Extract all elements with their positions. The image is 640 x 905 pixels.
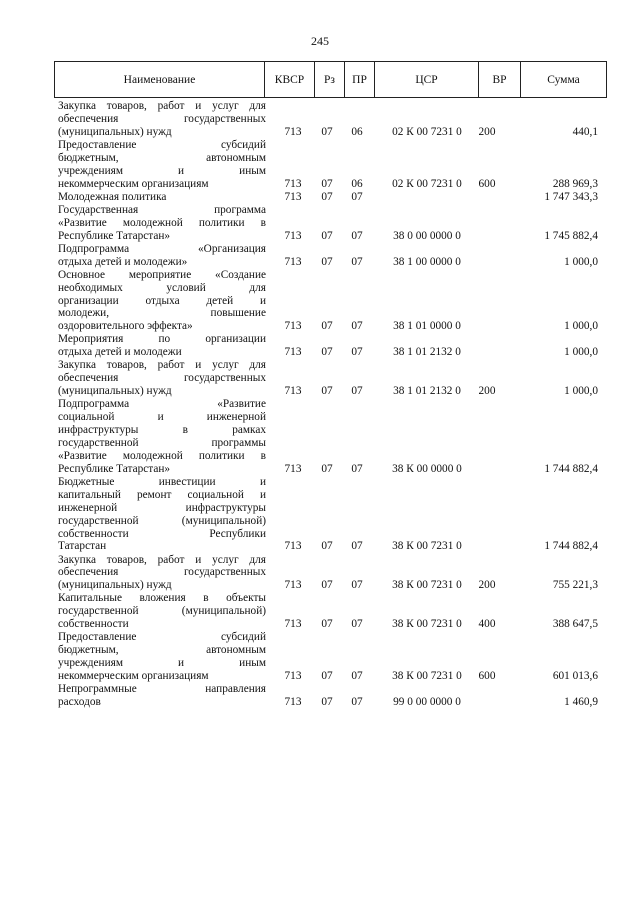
rz-cell: 07 (321, 618, 333, 631)
rz-cell: 07 (321, 579, 333, 592)
row-name-line: (муниципальных) нужд (58, 385, 172, 398)
row-name-line: учреждениям и иным (58, 657, 266, 670)
rz-cell: 07 (321, 346, 333, 359)
row-name-line: отдыха детей и молодежи (58, 346, 182, 359)
kvsr-cell: 713 (284, 540, 302, 553)
row-name (58, 476, 266, 553)
kvsr-cell: 713 (284, 177, 302, 190)
row-name-line: обеспечения государственных (58, 372, 266, 385)
rz-cell: 07 (321, 190, 333, 203)
row-name-line: социальной и инженерной (58, 411, 266, 424)
table-row (54, 243, 606, 269)
header-vr: ВР (479, 62, 521, 98)
row-name-line: Предоставление субсидий (58, 631, 266, 644)
row-name-line: государственной (муниципальной) (58, 514, 266, 527)
table-row (54, 100, 606, 139)
row-name-line: обеспечения государственных (58, 112, 266, 125)
row-name-line: инфраструктуры в рамках (58, 424, 266, 437)
row-name-line: инженерной инфраструктуры (58, 501, 266, 514)
sum-cell: 1 000,0 (564, 385, 598, 398)
pr-cell: 07 (351, 385, 363, 398)
row-name-line: Государственная программа (58, 203, 266, 216)
row-name-line: необходимых условий для (58, 281, 266, 294)
kvsr-cell: 713 (284, 346, 302, 359)
row-name (58, 243, 266, 269)
csr-cell: 38 1 00 0000 0 (393, 255, 461, 268)
csr-cell: 38 К 00 7231 0 (392, 618, 462, 631)
header-kvsr: КВСР (265, 62, 315, 98)
rz-cell: 07 (321, 255, 333, 268)
pr-cell: 07 (351, 255, 363, 268)
row-name-line: Мероприятия по организации (58, 333, 266, 346)
table-row (54, 204, 606, 243)
row-name (58, 139, 266, 191)
table-row (54, 592, 606, 631)
sum-cell: 1 000,0 (564, 346, 598, 359)
sum-cell: 388 647,5 (552, 618, 598, 631)
pr-cell: 07 (351, 669, 363, 682)
row-name-line: обеспечения государственных (58, 566, 266, 579)
table-row (54, 269, 606, 334)
pr-cell: 07 (351, 618, 363, 631)
row-name-line: Подпрограмма «Организация (58, 242, 266, 255)
row-name-line: Татарстан (58, 540, 107, 553)
row-name-line: учреждениям и иным (58, 164, 266, 177)
row-name (58, 631, 266, 683)
vr-cell: 200 (478, 579, 496, 592)
row-name-line: Молодежная политика (58, 190, 167, 203)
row-name (58, 333, 266, 359)
row-name-line: собственности Республики (58, 527, 266, 540)
pr-cell: 06 (351, 125, 363, 138)
row-name (58, 592, 266, 631)
table-row (54, 683, 606, 709)
vr-cell: 600 (478, 669, 496, 682)
row-name-line: Капитальные вложения в объекты (58, 592, 266, 605)
row-name-line: Республике Татарстан» (58, 229, 171, 242)
page-number: 245 (311, 34, 329, 48)
row-name-line: организации отдыха детей и (58, 294, 266, 307)
csr-cell: 38 1 01 0000 0 (393, 320, 461, 333)
rz-cell: 07 (321, 385, 333, 398)
pr-cell: 07 (351, 695, 363, 708)
csr-cell: 38 К 00 7231 0 (392, 669, 462, 682)
vr-cell: 200 (478, 385, 496, 398)
row-name (58, 204, 266, 243)
table-row (54, 191, 606, 204)
csr-cell: 02 К 00 7231 0 (392, 177, 462, 190)
row-name-line: «Развитие молодежной политики в (58, 449, 266, 462)
csr-cell: 02 К 00 7231 0 (392, 125, 462, 138)
pr-cell: 06 (351, 177, 363, 190)
row-name-line: государственной (муниципальной) (58, 605, 266, 618)
table-row (54, 139, 606, 191)
csr-cell: 38 0 00 0000 0 (393, 229, 461, 242)
row-name-line: отдыха детей и молодежи» (58, 255, 188, 268)
header-sum: Сумма (521, 62, 607, 98)
row-name-line: собственности (58, 618, 129, 631)
sum-cell: 1 744 882,4 (544, 540, 598, 553)
sum-cell: 440,1 (572, 125, 598, 138)
pr-cell: 07 (351, 229, 363, 242)
kvsr-cell: 713 (284, 669, 302, 682)
table-row (54, 554, 606, 593)
kvsr-cell: 713 (284, 320, 302, 333)
row-name-line: (муниципальных) нужд (58, 125, 172, 138)
header-pr: ПР (345, 62, 375, 98)
row-name-line: некоммерческим организациям (58, 670, 209, 683)
row-name-line: «Развитие молодежной политики в (58, 216, 266, 229)
row-name-line: некоммерческим организациям (58, 177, 209, 190)
vr-cell: 400 (478, 618, 496, 631)
table-row (54, 333, 606, 359)
csr-cell: 38 К 00 7231 0 (392, 540, 462, 553)
kvsr-cell: 713 (284, 618, 302, 631)
header-name: Наименование (55, 62, 265, 98)
sum-cell: 1 745 882,4 (544, 229, 598, 242)
csr-cell: 38 К 00 7231 0 (392, 579, 462, 592)
rz-cell: 07 (321, 177, 333, 190)
kvsr-cell: 713 (284, 579, 302, 592)
sum-cell: 1 000,0 (564, 320, 598, 333)
table-row (54, 359, 606, 398)
kvsr-cell: 713 (284, 229, 302, 242)
row-name (58, 554, 266, 593)
pr-cell: 07 (351, 320, 363, 333)
header-csr: ЦСР (375, 62, 479, 98)
sum-cell: 1 000,0 (564, 255, 598, 268)
header-rz: Рз (315, 62, 345, 98)
row-name-line: государственной программы (58, 437, 266, 450)
row-name-line: (муниципальных) нужд (58, 579, 172, 592)
rz-cell: 07 (321, 540, 333, 553)
pr-cell: 07 (351, 462, 363, 475)
row-name-line: Предоставление субсидий (58, 138, 266, 151)
kvsr-cell: 713 (284, 385, 302, 398)
table-header (54, 61, 607, 98)
row-name-line: Бюджетные инвестиции и (58, 475, 266, 488)
row-name-line: расходов (58, 696, 101, 708)
row-name-line: Закупка товаров, работ и услуг для (58, 359, 266, 372)
table-row (54, 476, 606, 553)
rz-cell: 07 (321, 695, 333, 708)
row-name-line: Закупка товаров, работ и услуг для (58, 100, 266, 112)
rz-cell: 07 (321, 229, 333, 242)
kvsr-cell: 713 (284, 462, 302, 475)
row-name (58, 683, 266, 709)
kvsr-cell: 713 (284, 125, 302, 138)
row-name-line: бюджетным, автономным (58, 644, 266, 657)
csr-cell: 99 0 00 0000 0 (393, 695, 461, 708)
csr-cell: 38 1 01 2132 0 (393, 346, 461, 359)
sum-cell: 1 460,9 (564, 695, 598, 708)
table-row (54, 398, 606, 475)
csr-cell: 38 К 00 0000 0 (392, 462, 462, 475)
row-name-line: Основное мероприятие «Создание (58, 268, 266, 281)
rz-cell: 07 (321, 320, 333, 333)
kvsr-cell: 713 (284, 190, 302, 203)
row-name (58, 359, 266, 398)
kvsr-cell: 713 (284, 695, 302, 708)
row-name (58, 100, 266, 139)
row-name-line: капитальный ремонт социальной и (58, 488, 266, 501)
kvsr-cell: 713 (284, 255, 302, 268)
vr-cell: 600 (478, 177, 496, 190)
csr-cell: 38 1 01 2132 0 (393, 385, 461, 398)
pr-cell: 07 (351, 346, 363, 359)
vr-cell: 200 (478, 125, 496, 138)
row-name-line: Закупка товаров, работ и услуг для (58, 553, 266, 566)
sum-cell: 601 013,6 (552, 669, 598, 682)
pr-cell: 07 (351, 579, 363, 592)
row-name-line: Подпрограмма «Развитие (58, 398, 266, 411)
pr-cell: 07 (351, 190, 363, 203)
row-name-line: Республике Татарстан» (58, 462, 171, 475)
rz-cell: 07 (321, 462, 333, 475)
row-name-line: Непрограммные направления (58, 683, 266, 696)
row-name-line: оздоровительного эффекта» (58, 320, 193, 333)
rz-cell: 07 (321, 125, 333, 138)
rz-cell: 07 (321, 669, 333, 682)
table-row (54, 631, 606, 683)
sum-cell: 755 221,3 (552, 579, 598, 592)
sum-cell: 1 747 343,3 (544, 190, 598, 203)
row-name-line: молодежи, повышение (58, 307, 266, 320)
row-name-line: бюджетным, автономным (58, 151, 266, 164)
pr-cell: 07 (351, 540, 363, 553)
row-name (58, 398, 266, 475)
sum-cell: 1 744 882,4 (544, 462, 598, 475)
row-name (58, 191, 266, 204)
row-name (58, 269, 266, 334)
sum-cell: 288 969,3 (552, 177, 598, 190)
